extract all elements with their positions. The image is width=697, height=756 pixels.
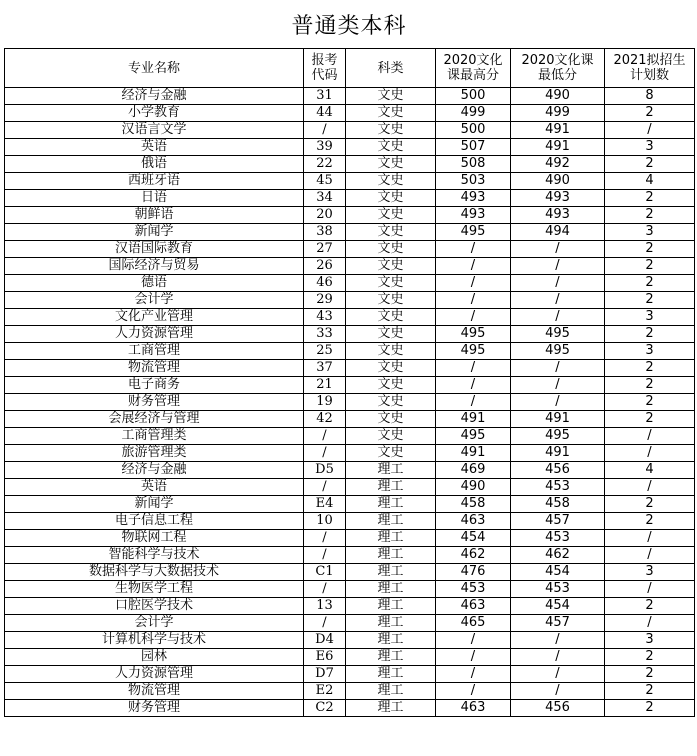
cell-code[interactable]: 26 (304, 258, 346, 275)
cell-major-name[interactable]: 英语 (5, 139, 304, 156)
cell-code[interactable]: 20 (304, 207, 346, 224)
cell-max-score[interactable]: 500 (436, 122, 511, 139)
table-row (5, 547, 695, 564)
cell-code[interactable]: E6 (304, 649, 346, 666)
cell-category[interactable]: 理工 (346, 513, 436, 530)
cell-category[interactable]: 理工 (346, 564, 436, 581)
cell-plan[interactable]: 2 (605, 190, 695, 207)
cell-code[interactable]: / (304, 547, 346, 564)
cell-major-name[interactable]: 电子商务 (5, 377, 304, 394)
cell-min-score[interactable]: / (511, 360, 605, 377)
cell-major-name[interactable]: 会计学 (5, 292, 304, 309)
cell-plan[interactable]: 4 (605, 462, 695, 479)
cell-code[interactable]: 42 (304, 411, 346, 428)
cell-code[interactable]: / (304, 122, 346, 139)
cell-plan[interactable]: 2 (605, 598, 695, 615)
cell-code[interactable]: 13 (304, 598, 346, 615)
cell-category[interactable]: 文史 (346, 343, 436, 360)
cell-major-name[interactable]: 日语 (5, 190, 304, 207)
cell-min-score[interactable]: 491 (511, 445, 605, 462)
cell-plan[interactable]: 2 (605, 496, 695, 513)
cell-max-score[interactable]: 458 (436, 496, 511, 513)
cell-code[interactable]: 27 (304, 241, 346, 258)
table-row (5, 428, 695, 445)
table-row (5, 122, 695, 139)
table-row (5, 632, 695, 649)
cell-code[interactable]: / (304, 428, 346, 445)
table-row (5, 411, 695, 428)
cell-plan[interactable]: / (605, 122, 695, 139)
cell-min-score[interactable]: 491 (511, 139, 605, 156)
cell-major-name[interactable]: 旅游管理类 (5, 445, 304, 462)
cell-category[interactable]: 理工 (346, 479, 436, 496)
table-row (5, 275, 695, 292)
table-row (5, 564, 695, 581)
cell-min-score[interactable]: / (511, 258, 605, 275)
cell-max-score[interactable]: 491 (436, 445, 511, 462)
cell-min-score[interactable]: / (511, 241, 605, 258)
cell-max-score[interactable]: 493 (436, 190, 511, 207)
cell-max-score[interactable]: 495 (436, 428, 511, 445)
cell-code[interactable]: / (304, 530, 346, 547)
cell-plan[interactable]: 2 (605, 700, 695, 717)
cell-max-score[interactable]: 469 (436, 462, 511, 479)
cell-max-score[interactable]: / (436, 377, 511, 394)
cell-code[interactable]: 38 (304, 224, 346, 241)
cell-plan[interactable]: 4 (605, 173, 695, 190)
cell-plan[interactable]: 2 (605, 666, 695, 683)
cell-plan[interactable]: 2 (605, 292, 695, 309)
cell-max-score[interactable]: / (436, 394, 511, 411)
cell-category[interactable]: 文史 (346, 275, 436, 292)
table-row (5, 343, 695, 360)
table-row (5, 88, 695, 105)
table-row (5, 173, 695, 190)
cell-code[interactable]: E2 (304, 683, 346, 700)
table-row (5, 394, 695, 411)
cell-min-score[interactable]: 453 (511, 479, 605, 496)
cell-max-score[interactable]: 491 (436, 411, 511, 428)
cell-major-name[interactable]: 德语 (5, 275, 304, 292)
cell-major-name[interactable]: 智能科学与技术 (5, 547, 304, 564)
cell-major-name[interactable]: 口腔医学技术 (5, 598, 304, 615)
cell-category[interactable]: 理工 (346, 547, 436, 564)
cell-plan[interactable]: / (605, 615, 695, 632)
cell-plan[interactable]: 2 (605, 649, 695, 666)
cell-min-score[interactable]: 457 (511, 615, 605, 632)
cell-code[interactable]: 25 (304, 343, 346, 360)
cell-category[interactable]: 理工 (346, 649, 436, 666)
cell-min-score[interactable]: 454 (511, 598, 605, 615)
cell-category[interactable]: 文史 (346, 241, 436, 258)
cell-category[interactable]: 文史 (346, 190, 436, 207)
cell-major-name[interactable]: 财务管理 (5, 700, 304, 717)
cell-plan[interactable]: 2 (605, 241, 695, 258)
table-row (5, 139, 695, 156)
cell-max-score[interactable]: 465 (436, 615, 511, 632)
cell-code[interactable]: C1 (304, 564, 346, 581)
cell-plan[interactable]: 3 (605, 564, 695, 581)
cell-max-score[interactable]: 507 (436, 139, 511, 156)
cell-category[interactable]: 文史 (346, 377, 436, 394)
table-body (5, 88, 695, 717)
cell-major-name[interactable]: 会展经济与管理 (5, 411, 304, 428)
cell-major-name[interactable]: 物流管理 (5, 360, 304, 377)
cell-code[interactable]: 29 (304, 292, 346, 309)
table-row (5, 581, 695, 598)
cell-code[interactable]: 21 (304, 377, 346, 394)
cell-max-score[interactable]: 463 (436, 700, 511, 717)
cell-code[interactable]: 45 (304, 173, 346, 190)
cell-category[interactable]: 文史 (346, 122, 436, 139)
cell-max-score[interactable]: / (436, 309, 511, 326)
cell-plan[interactable]: 3 (605, 343, 695, 360)
cell-max-score[interactable]: 454 (436, 530, 511, 547)
cell-code[interactable]: 31 (304, 88, 346, 105)
cell-plan[interactable]: 2 (605, 683, 695, 700)
cell-major-name[interactable]: 经济与金融 (5, 88, 304, 105)
cell-max-score[interactable]: / (436, 258, 511, 275)
cell-category[interactable]: 理工 (346, 666, 436, 683)
cell-min-score[interactable]: 454 (511, 564, 605, 581)
cell-major-name[interactable]: 园林 (5, 649, 304, 666)
cell-min-score[interactable]: 493 (511, 190, 605, 207)
cell-category[interactable]: 理工 (346, 683, 436, 700)
cell-max-score[interactable]: / (436, 275, 511, 292)
cell-code[interactable]: D5 (304, 462, 346, 479)
cell-plan[interactable]: / (605, 428, 695, 445)
cell-plan[interactable]: / (605, 445, 695, 462)
cell-min-score[interactable]: 453 (511, 581, 605, 598)
cell-plan[interactable]: 2 (605, 156, 695, 173)
cell-max-score[interactable]: 495 (436, 224, 511, 241)
cell-min-score[interactable]: 458 (511, 496, 605, 513)
cell-max-score[interactable]: 453 (436, 581, 511, 598)
table-row (5, 683, 695, 700)
cell-plan[interactable]: 3 (605, 309, 695, 326)
cell-min-score[interactable]: 462 (511, 547, 605, 564)
cell-major-name[interactable]: 国际经济与贸易 (5, 258, 304, 275)
cell-min-score[interactable]: / (511, 275, 605, 292)
cell-min-score[interactable]: / (511, 649, 605, 666)
cell-category[interactable]: 理工 (346, 598, 436, 615)
header-major: 专业名称 (5, 49, 304, 88)
cell-category[interactable]: 文史 (346, 309, 436, 326)
cell-min-score[interactable]: 456 (511, 700, 605, 717)
cell-min-score[interactable]: / (511, 632, 605, 649)
cell-plan[interactable]: 2 (605, 394, 695, 411)
cell-code[interactable]: 10 (304, 513, 346, 530)
cell-code[interactable]: 43 (304, 309, 346, 326)
cell-min-score[interactable]: 490 (511, 88, 605, 105)
cell-major-name[interactable]: 工商管理类 (5, 428, 304, 445)
cell-major-name[interactable]: 生物医学工程 (5, 581, 304, 598)
cell-code[interactable]: 22 (304, 156, 346, 173)
cell-plan[interactable]: 2 (605, 258, 695, 275)
cell-min-score[interactable]: 456 (511, 462, 605, 479)
cell-min-score[interactable]: / (511, 683, 605, 700)
cell-category[interactable]: 文史 (346, 428, 436, 445)
cell-max-score[interactable]: 508 (436, 156, 511, 173)
table-row (5, 105, 695, 122)
cell-major-name[interactable]: 汉语国际教育 (5, 241, 304, 258)
cell-category[interactable]: 文史 (346, 394, 436, 411)
cell-category[interactable]: 理工 (346, 581, 436, 598)
cell-min-score[interactable]: 491 (511, 122, 605, 139)
cell-plan[interactable]: 2 (605, 411, 695, 428)
cell-min-score[interactable]: / (511, 377, 605, 394)
cell-category[interactable]: 文史 (346, 411, 436, 428)
cell-category[interactable]: 文史 (346, 258, 436, 275)
cell-plan[interactable]: 2 (605, 326, 695, 343)
cell-min-score[interactable]: 495 (511, 428, 605, 445)
table-row (5, 445, 695, 462)
table-row (5, 156, 695, 173)
cell-max-score[interactable]: / (436, 683, 511, 700)
cell-plan[interactable]: 2 (605, 360, 695, 377)
sheet-title: 普通类本科 (291, 13, 407, 39)
cell-min-score[interactable]: 491 (511, 411, 605, 428)
cell-plan[interactable]: 3 (605, 224, 695, 241)
cell-min-score[interactable]: 453 (511, 530, 605, 547)
header-min-score: 2020文化课 最低分 (511, 49, 605, 88)
header-max-score: 2020文化 课最高分 (436, 49, 511, 88)
cell-min-score[interactable]: 457 (511, 513, 605, 530)
cell-category[interactable]: 文史 (346, 360, 436, 377)
cell-category[interactable]: 文史 (346, 88, 436, 105)
cell-category[interactable]: 文史 (346, 105, 436, 122)
cell-max-score[interactable]: 493 (436, 207, 511, 224)
cell-category[interactable]: 理工 (346, 615, 436, 632)
cell-category[interactable]: 文史 (346, 139, 436, 156)
table-row (5, 207, 695, 224)
cell-category[interactable]: 文史 (346, 207, 436, 224)
cell-major-name[interactable]: 工商管理 (5, 343, 304, 360)
cell-category[interactable]: 文史 (346, 224, 436, 241)
cell-plan[interactable]: 2 (605, 105, 695, 122)
table-row (5, 530, 695, 547)
cell-major-name[interactable]: 财务管理 (5, 394, 304, 411)
table-row (5, 598, 695, 615)
cell-major-name[interactable]: 经济与金融 (5, 462, 304, 479)
table-row (5, 190, 695, 207)
cell-code[interactable]: D4 (304, 632, 346, 649)
cell-category[interactable]: 文史 (346, 445, 436, 462)
cell-max-score[interactable]: 463 (436, 513, 511, 530)
cell-max-score[interactable]: / (436, 649, 511, 666)
table-row (5, 360, 695, 377)
table-row (5, 496, 695, 513)
cell-min-score[interactable]: 493 (511, 207, 605, 224)
cell-category[interactable]: 理工 (346, 462, 436, 479)
cell-code[interactable]: / (304, 581, 346, 598)
cell-major-name[interactable]: 小学教育 (5, 105, 304, 122)
cell-category[interactable]: 文史 (346, 326, 436, 343)
cell-code[interactable]: 44 (304, 105, 346, 122)
cell-major-name[interactable]: 电子信息工程 (5, 513, 304, 530)
cell-category[interactable]: 文史 (346, 292, 436, 309)
cell-code[interactable]: / (304, 615, 346, 632)
cell-max-score[interactable]: 499 (436, 105, 511, 122)
cell-category[interactable]: 理工 (346, 632, 436, 649)
cell-code[interactable]: / (304, 445, 346, 462)
cell-code[interactable]: 46 (304, 275, 346, 292)
cell-code[interactable]: 33 (304, 326, 346, 343)
cell-plan[interactable]: 2 (605, 377, 695, 394)
cell-max-score[interactable]: / (436, 632, 511, 649)
cell-max-score[interactable]: 463 (436, 598, 511, 615)
cell-max-score[interactable]: / (436, 292, 511, 309)
table-row (5, 326, 695, 343)
cell-min-score[interactable]: 494 (511, 224, 605, 241)
cell-code[interactable]: D7 (304, 666, 346, 683)
table-row (5, 649, 695, 666)
cell-major-name[interactable]: 新闻学 (5, 496, 304, 513)
cell-major-name[interactable]: 俄语 (5, 156, 304, 173)
cell-major-name[interactable]: 文化产业管理 (5, 309, 304, 326)
cell-plan[interactable]: 3 (605, 632, 695, 649)
cell-code[interactable]: E4 (304, 496, 346, 513)
cell-major-name[interactable]: 朝鲜语 (5, 207, 304, 224)
cell-plan[interactable]: 3 (605, 139, 695, 156)
cell-max-score[interactable]: 462 (436, 547, 511, 564)
cell-major-name[interactable]: 计算机科学与技术 (5, 632, 304, 649)
cell-plan[interactable]: 2 (605, 207, 695, 224)
cell-major-name[interactable]: 会计学 (5, 615, 304, 632)
cell-max-score[interactable]: 490 (436, 479, 511, 496)
cell-min-score[interactable]: / (511, 292, 605, 309)
header-category: 科类 (346, 49, 436, 88)
cell-code[interactable]: C2 (304, 700, 346, 717)
table-row (5, 513, 695, 530)
cell-code[interactable]: 37 (304, 360, 346, 377)
cell-max-score[interactable]: 476 (436, 564, 511, 581)
cell-category[interactable]: 文史 (346, 173, 436, 190)
cell-min-score[interactable]: / (511, 394, 605, 411)
cell-major-name[interactable]: 西班牙语 (5, 173, 304, 190)
table-row (5, 224, 695, 241)
cell-code[interactable]: 39 (304, 139, 346, 156)
cell-min-score[interactable]: / (511, 309, 605, 326)
cell-major-name[interactable]: 新闻学 (5, 224, 304, 241)
admission-table (4, 48, 695, 717)
cell-major-name[interactable]: 人力资源管理 (5, 326, 304, 343)
cell-code[interactable]: 34 (304, 190, 346, 207)
cell-major-name[interactable]: 物联网工程 (5, 530, 304, 547)
table-row (5, 241, 695, 258)
cell-category[interactable]: 理工 (346, 530, 436, 547)
cell-major-name[interactable]: 物流管理 (5, 683, 304, 700)
cell-category[interactable]: 理工 (346, 496, 436, 513)
cell-category[interactable]: 理工 (346, 700, 436, 717)
table-row (5, 666, 695, 683)
cell-plan[interactable]: / (605, 581, 695, 598)
cell-code[interactable]: / (304, 479, 346, 496)
table-row (5, 462, 695, 479)
header-row (5, 49, 695, 88)
cell-max-score[interactable]: 500 (436, 88, 511, 105)
table-row (5, 479, 695, 496)
cell-plan[interactable]: / (605, 530, 695, 547)
cell-min-score[interactable]: 495 (511, 343, 605, 360)
cell-major-name[interactable]: 英语 (5, 479, 304, 496)
cell-category[interactable]: 文史 (346, 156, 436, 173)
cell-code[interactable]: 19 (304, 394, 346, 411)
table-row (5, 258, 695, 275)
cell-plan[interactable]: 2 (605, 513, 695, 530)
cell-max-score[interactable]: 495 (436, 343, 511, 360)
cell-min-score[interactable]: 499 (511, 105, 605, 122)
cell-min-score[interactable]: 492 (511, 156, 605, 173)
cell-max-score[interactable]: / (436, 241, 511, 258)
cell-min-score[interactable]: / (511, 666, 605, 683)
cell-max-score[interactable]: 503 (436, 173, 511, 190)
cell-max-score[interactable]: / (436, 666, 511, 683)
table-row (5, 615, 695, 632)
cell-plan[interactable]: / (605, 547, 695, 564)
table-row (5, 377, 695, 394)
table-row (5, 292, 695, 309)
cell-plan[interactable]: / (605, 479, 695, 496)
cell-plan[interactable]: 8 (605, 88, 695, 105)
cell-max-score[interactable]: / (436, 360, 511, 377)
header-code: 报考 代码 (304, 49, 346, 88)
cell-plan[interactable]: 2 (605, 275, 695, 292)
table-row (5, 309, 695, 326)
cell-min-score[interactable]: 490 (511, 173, 605, 190)
cell-min-score[interactable]: 495 (511, 326, 605, 343)
table-row (5, 700, 695, 717)
header-plan: 2021拟招生 计划数 (605, 49, 695, 88)
cell-major-name[interactable]: 汉语言文学 (5, 122, 304, 139)
cell-major-name[interactable]: 人力资源管理 (5, 666, 304, 683)
cell-major-name[interactable]: 数据科学与大数据技术 (5, 564, 304, 581)
cell-max-score[interactable]: 495 (436, 326, 511, 343)
